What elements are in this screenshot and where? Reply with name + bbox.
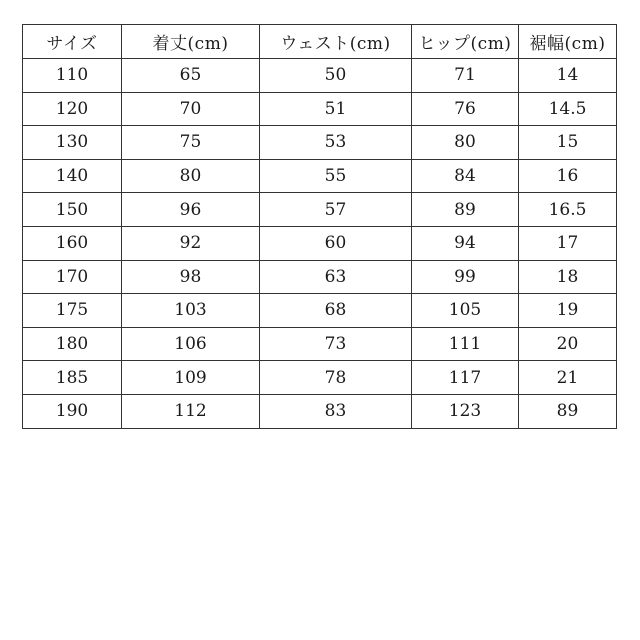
size-chart-table (22, 24, 617, 429)
cell-hip: 76 (412, 92, 519, 126)
table-row (23, 193, 617, 227)
table-row (23, 226, 617, 260)
table-row (23, 92, 617, 126)
cell-length: 65 (122, 59, 260, 93)
cell-size: 185 (23, 361, 122, 395)
cell-length: 96 (122, 193, 260, 227)
cell-waist: 60 (260, 226, 412, 260)
cell-size: 140 (23, 159, 122, 193)
cell-hip: 105 (412, 294, 519, 328)
cell-length: 80 (122, 159, 260, 193)
cell-hip: 123 (412, 394, 519, 428)
cell-hem-width: 15 (519, 126, 617, 160)
cell-size: 160 (23, 226, 122, 260)
cell-length: 98 (122, 260, 260, 294)
cell-size: 110 (23, 59, 122, 93)
table-body (23, 59, 617, 429)
cell-hem-width: 19 (519, 294, 617, 328)
cell-hem-width: 16.5 (519, 193, 617, 227)
cell-waist: 73 (260, 327, 412, 361)
cell-hip: 80 (412, 126, 519, 160)
cell-waist: 68 (260, 294, 412, 328)
cell-waist: 63 (260, 260, 412, 294)
cell-hem-width: 14.5 (519, 92, 617, 126)
table-row (23, 394, 617, 428)
header-size: サイズ (23, 25, 122, 59)
cell-length: 75 (122, 126, 260, 160)
table-row (23, 126, 617, 160)
cell-size: 120 (23, 92, 122, 126)
cell-size: 190 (23, 394, 122, 428)
cell-length: 70 (122, 92, 260, 126)
cell-length: 112 (122, 394, 260, 428)
cell-hip: 71 (412, 59, 519, 93)
table-row (23, 260, 617, 294)
cell-waist: 78 (260, 361, 412, 395)
table-row (23, 159, 617, 193)
cell-waist: 53 (260, 126, 412, 160)
cell-hem-width: 16 (519, 159, 617, 193)
cell-hip: 94 (412, 226, 519, 260)
cell-length: 106 (122, 327, 260, 361)
cell-hem-width: 14 (519, 59, 617, 93)
table-row (23, 294, 617, 328)
cell-length: 103 (122, 294, 260, 328)
table-header (23, 25, 617, 59)
table-row (23, 59, 617, 93)
cell-hem-width: 89 (519, 394, 617, 428)
cell-waist: 83 (260, 394, 412, 428)
cell-hip: 111 (412, 327, 519, 361)
cell-waist: 50 (260, 59, 412, 93)
header-row (23, 25, 617, 59)
cell-hem-width: 17 (519, 226, 617, 260)
table-row (23, 361, 617, 395)
cell-size: 175 (23, 294, 122, 328)
cell-hip: 89 (412, 193, 519, 227)
cell-waist: 57 (260, 193, 412, 227)
cell-hem-width: 18 (519, 260, 617, 294)
cell-hip: 99 (412, 260, 519, 294)
cell-waist: 55 (260, 159, 412, 193)
cell-size: 170 (23, 260, 122, 294)
cell-hip: 117 (412, 361, 519, 395)
header-hip: ヒップ(cm) (412, 25, 519, 59)
cell-hem-width: 20 (519, 327, 617, 361)
cell-length: 92 (122, 226, 260, 260)
cell-hip: 84 (412, 159, 519, 193)
cell-size: 180 (23, 327, 122, 361)
header-length: 着丈(cm) (122, 25, 260, 59)
header-waist: ウェスト(cm) (260, 25, 412, 59)
cell-size: 130 (23, 126, 122, 160)
cell-size: 150 (23, 193, 122, 227)
table-row (23, 327, 617, 361)
cell-waist: 51 (260, 92, 412, 126)
header-hem-width: 裾幅(cm) (519, 25, 617, 59)
cell-hem-width: 21 (519, 361, 617, 395)
cell-length: 109 (122, 361, 260, 395)
